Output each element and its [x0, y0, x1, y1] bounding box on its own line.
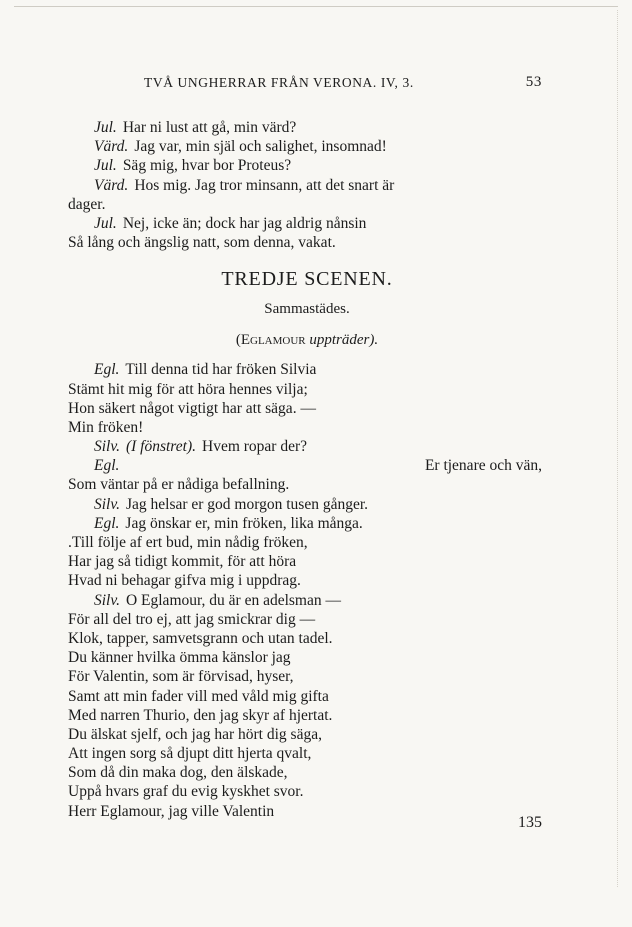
verse-line	[68, 137, 546, 156]
line-text: För all del tro ej, att jag smickrar dig —	[68, 610, 316, 628]
line-text: För Valentin, som är förvisad, hyser,	[68, 668, 294, 686]
verse-line	[68, 648, 546, 667]
stage-action: uppträder).	[309, 332, 379, 349]
line-text: Har ni lust att gå, min värd?	[122, 119, 297, 136]
verse-line	[68, 456, 546, 475]
signature-mark: 135	[518, 814, 542, 831]
stage-character: Eglamour	[240, 332, 306, 349]
verse-line	[68, 802, 546, 821]
verse-line	[68, 629, 546, 648]
line-text: Min fröken!	[68, 418, 144, 436]
book-page	[68, 0, 546, 927]
verse-line	[68, 591, 546, 610]
verse-line	[68, 195, 546, 214]
verse-line	[68, 399, 546, 418]
page-number: 53	[525, 74, 542, 90]
dialogue-top	[68, 118, 546, 252]
stage-direction	[68, 328, 546, 352]
verse-line	[68, 571, 546, 590]
stage-open: (	[235, 332, 241, 349]
verse-line	[68, 380, 546, 399]
verse-line	[68, 763, 546, 782]
speaker-name: Silv.	[94, 495, 120, 513]
verse-line	[68, 610, 546, 629]
verse-line	[68, 533, 546, 552]
speaker-name: Jul.	[94, 119, 117, 136]
verse-line	[68, 118, 546, 137]
line-text: O Eglamour, du är en adelsman —	[125, 591, 341, 609]
verse-line	[68, 552, 546, 571]
scene-title: TREDJE SCENEN.	[221, 268, 393, 291]
line-text: Jag helsar er god morgon tusen gånger.	[125, 495, 369, 513]
line-text: Säg mig, hvar bor Proteus?	[122, 157, 292, 175]
verse-line	[68, 514, 546, 533]
verse-line	[68, 782, 546, 801]
verse-line	[68, 495, 546, 514]
line-text: (I fönstret).	[125, 438, 196, 456]
scene-place: Sammastädes.	[264, 301, 350, 318]
line-text: Hos mig. Jag tror minsann, att det snart är	[134, 176, 395, 194]
verse-line	[68, 475, 546, 494]
verse-line	[68, 360, 546, 379]
line-text: Som väntar på er nådiga befallning.	[68, 476, 290, 494]
line-text: Du känner hvilka ömma känslor jag	[68, 649, 291, 667]
verse-line	[68, 744, 546, 763]
verse-line	[68, 687, 546, 706]
line-text: Har jag så tidigt kommit, för att höra	[68, 553, 297, 571]
line-text: dager.	[68, 195, 106, 213]
speaker-name: Jul.	[94, 157, 117, 175]
line-text: Samt att min fader vill med våld mig gifta	[68, 687, 329, 705]
verse-line	[68, 214, 546, 233]
speaker-name: Egl.	[94, 361, 120, 379]
verse-line	[68, 156, 546, 175]
line-text: Så lång och ängslig natt, som denna, vakat.	[68, 234, 336, 252]
running-head-title: TVÅ UNGHERRAR FRÅN VERONA. IV, 3.	[144, 75, 414, 90]
line-text: Till denna tid har fröken Silvia	[125, 361, 317, 379]
page-edge	[617, 10, 618, 887]
dialogue-scene	[68, 360, 546, 821]
speaker-name: Silv.	[94, 591, 120, 609]
speaker-name: Egl.	[94, 514, 120, 532]
line-text: Hvad ni behagar gifva mig i uppdrag.	[68, 572, 301, 590]
speaker-name: Värd.	[94, 138, 129, 156]
verse-line	[68, 667, 546, 686]
line-text-continued: Hvem ropar der?	[202, 438, 308, 456]
line-text: .Till följe af ert bud, min nådig fröken,	[68, 534, 308, 551]
speaker-name: Silv.	[94, 438, 120, 456]
speaker-name: Egl.	[94, 457, 120, 475]
verse-line	[68, 437, 546, 456]
verse-line	[68, 418, 546, 437]
line-text: Uppå hvars graf du evig kyskhet svor.	[68, 783, 304, 801]
line-text: Du älskat sjelf, och jag har hört dig säga,	[68, 725, 322, 743]
play-text	[68, 118, 546, 821]
line-text: Att ingen sorg så djupt ditt hjerta qvalt,	[68, 745, 312, 763]
line-text: Jag var, min själ och salighet, insomnad!	[134, 138, 387, 156]
verse-line	[68, 233, 546, 252]
line-text: Klok, tapper, samvetsgrann och utan tadel.	[68, 629, 333, 647]
verse-line	[68, 176, 546, 195]
line-text: Med narren Thurio, den jag skyr af hjertat.	[68, 706, 333, 724]
verse-line	[68, 706, 546, 725]
line-text: Som då din maka dog, den älskade,	[68, 764, 288, 782]
line-text: Herr Eglamour, jag ville Valentin	[68, 802, 275, 820]
line-text: Hon säkert något vigtigt har att säga. —	[68, 399, 316, 417]
line-text: Nej, icke än; dock har jag aldrig nånsin	[122, 214, 367, 232]
speaker-name: Jul.	[94, 214, 117, 232]
line-text-right: Er tjenare och vän,	[424, 457, 542, 475]
line-text: Stämt hit mig för att höra hennes vilja;	[68, 380, 308, 398]
running-head	[68, 75, 546, 95]
verse-line	[68, 725, 546, 744]
speaker-name: Värd.	[94, 176, 129, 194]
line-text: Jag önskar er, min fröken, lika många.	[125, 514, 363, 532]
